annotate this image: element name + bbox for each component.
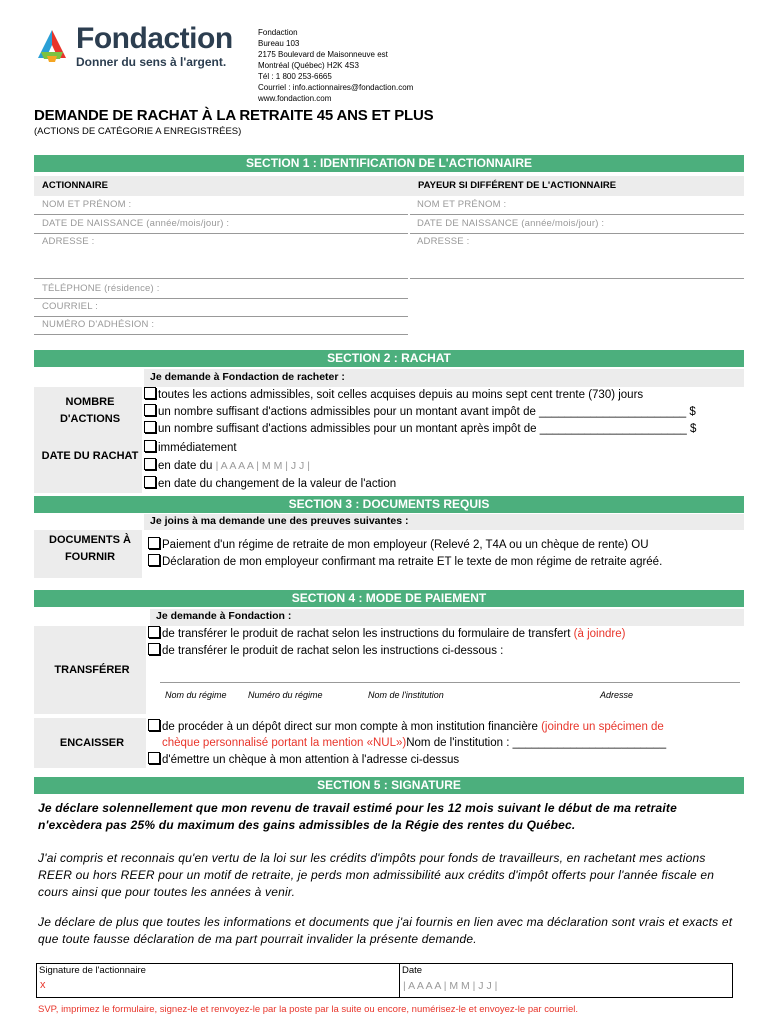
checkbox-on-value-change[interactable]	[144, 476, 156, 488]
option-direct-deposit[interactable]	[148, 719, 664, 736]
address-line: Bureau 103	[258, 39, 300, 48]
checkbox-amount-before-tax[interactable]	[144, 404, 156, 416]
shareholder-birthdate-label: DATE DE NAISSANCE (année/mois/jour) :	[42, 218, 230, 229]
option-pension-payment[interactable]	[148, 537, 649, 554]
payer-name-field[interactable]	[410, 199, 744, 215]
option-amount-after-tax[interactable]	[144, 421, 696, 438]
option-cheque-label: d'émettre un chèque à mon attention à l'adresse ci-dessus	[162, 754, 460, 766]
declaration-tax-credit: J'ai compris et reconnais qu'en vertu de la loi sur les crédits d'impôts pour fonds de travailleurs, en rachetant mes actions REER ou hors REER pour un motif de retraite, je perds mon admissibilité aux crédits d'impôt offerts pour l'année fiscale en cours ainsi que pour toutes les années à venir.	[38, 851, 715, 899]
plan-number-header: Numéro du régime	[248, 690, 323, 700]
address-header: Adresse	[600, 690, 634, 700]
signature-x-mark: x	[40, 979, 46, 991]
page-subtitle: (ACTIONS DE CATÉGORIE A ENREGISTRÉES)	[34, 126, 242, 137]
checkbox-direct-deposit[interactable]	[148, 719, 160, 731]
section1-column-header-strip	[34, 176, 744, 196]
shareholder-address-label: ADRESSE :	[42, 236, 95, 247]
attach-note: (à joindre)	[573, 628, 626, 640]
logo-tagline: Donner du sens à l'argent.	[76, 55, 227, 69]
option-amount-before-tax[interactable]	[144, 404, 696, 421]
section4-intro: Je demande à Fondaction :	[156, 610, 292, 622]
checkbox-on-date[interactable]	[144, 458, 156, 470]
email-label: COURRIEL :	[42, 301, 99, 312]
logo-name: Fondaction	[76, 22, 233, 55]
section2-header: SECTION 2 : RACHAT	[34, 350, 744, 367]
address-line: 2175 Boulevard de Maisonneuve est	[258, 50, 388, 59]
redemption-date-input[interactable]: | A A A A | M M | J J |	[215, 460, 310, 472]
option-immediately-label: immédiatement	[158, 442, 237, 454]
transfer-details-line[interactable]	[160, 664, 740, 683]
institution-name-header: Nom de l'institution	[368, 690, 444, 700]
footer-instructions: SVP, imprimez le formulaire, signez-le et renvoyez-le par la poste par la suite ou encore, numérisez-le et envoyez-le par courriel.	[38, 1004, 578, 1015]
signature-box[interactable]	[36, 963, 400, 998]
shareholder-address-line	[34, 260, 408, 279]
declaration-accuracy: Je déclare de plus que toutes les informations et documents que j'ai fournis en lien avec ma déclaration sont vrais et exacts et que toute fausse déclaration de ma part pourrait invalider la présente demande.	[38, 915, 733, 946]
option-employer-declaration[interactable]	[148, 554, 662, 571]
number-of-shares-label: NOMBRE D'ACTIONS	[59, 396, 121, 425]
cash-label: ENCAISSER	[59, 737, 125, 749]
specimen-note-continued: chèque personnalisé portant la mention «NUL»)	[162, 737, 407, 749]
option-transfer-form-label: de transférer le produit de rachat selon les instructions du formulaire de transfert	[162, 628, 571, 640]
option-amount-after-tax-label: un nombre suffisant d'actions admissibles pour un montant après impôt de _______________________ $	[158, 423, 697, 435]
payer-name-label: NOM ET PRÉNOM :	[417, 199, 507, 210]
date-box[interactable]	[399, 963, 733, 998]
option-transfer-instructions[interactable]	[148, 643, 503, 660]
checkbox-cheque[interactable]	[148, 752, 160, 764]
option-all-shares[interactable]	[144, 387, 643, 404]
option-immediately[interactable]	[144, 440, 237, 457]
section3-intro: Je joins à ma demande une des preuves suivantes :	[150, 515, 409, 527]
institution-name-field[interactable]: Nom de l'institution : ________________________	[406, 737, 667, 749]
shareholder-name-label: NOM ET PRÉNOM :	[42, 199, 132, 210]
transfer-label: TRANSFÉRER	[54, 664, 130, 676]
specimen-note: (joindre un spécimen de	[541, 721, 664, 733]
option-cheque[interactable]	[148, 752, 459, 769]
option-amount-before-tax-label: un nombre suffisant d'actions admissibles pour un montant avant impôt de _______________________ $	[158, 406, 696, 418]
membership-number-label: NUMÉRO D'ADHÉSION :	[42, 319, 155, 330]
address-line: Tél : 1 800 253-6665	[258, 72, 332, 81]
shareholder-birthdate-field[interactable]	[34, 218, 408, 234]
option-on-value-change-label: en date du changement de la valeur de l'action	[158, 478, 397, 490]
option-pension-payment-label: Paiement d'un régime de retraite de mon employeur (Relevé 2, T4A ou un chèque de rente) OU	[162, 539, 649, 551]
signature-label: Signature de l'actionnaire	[39, 965, 146, 976]
section4-header: SECTION 4 : MODE DE PAIEMENT	[34, 590, 744, 607]
option-direct-deposit-label: de procéder à un dépôt direct sur mon compte à mon institution financière	[162, 721, 538, 733]
checkbox-employer-declaration[interactable]	[148, 554, 160, 566]
signature-date-input[interactable]: | A A A A | M M | J J |	[403, 980, 498, 992]
checkbox-all-shares[interactable]	[144, 387, 156, 399]
phone-label: TÉLÉPHONE (résidence) :	[42, 283, 160, 294]
address-line: Courriel : info.actionnaires@fondaction.com	[258, 83, 414, 92]
option-on-value-change[interactable]	[144, 476, 396, 493]
checkbox-amount-after-tax[interactable]	[144, 421, 156, 433]
section1-header: SECTION 1 : IDENTIFICATION DE L'ACTIONNAIRE	[34, 155, 744, 172]
checkbox-immediately[interactable]	[144, 440, 156, 452]
option-all-shares-label: toutes les actions admissibles, soit celles acquises depuis au moins sept cent trente (730) jours	[158, 389, 644, 401]
page-title: DEMANDE DE RACHAT À LA RETRAITE 45 ANS ET PLUS	[34, 107, 434, 124]
documents-to-provide-label: DOCUMENTS À FOURNIR	[49, 534, 131, 563]
payer-address-line	[410, 260, 744, 279]
checkbox-transfer-form[interactable]	[148, 626, 160, 638]
email-field[interactable]	[34, 301, 408, 317]
checkbox-pension-payment[interactable]	[148, 537, 160, 549]
option-transfer-form[interactable]	[148, 626, 625, 643]
section3-header: SECTION 3 : DOCUMENTS REQUIS	[34, 496, 744, 513]
plan-name-header: Nom du régime	[165, 690, 227, 700]
checkbox-transfer-instructions[interactable]	[148, 643, 160, 655]
shareholder-column-header: ACTIONNAIRE	[42, 180, 108, 191]
direct-deposit-continued	[162, 735, 666, 752]
payer-column-header: PAYEUR SI DIFFÉRENT DE L'ACTIONNAIRE	[418, 180, 617, 191]
phone-field[interactable]	[34, 283, 408, 299]
section5-header: SECTION 5 : SIGNATURE	[34, 777, 744, 794]
payer-address-label: ADRESSE :	[417, 236, 470, 247]
payer-birthdate-label: DATE DE NAISSANCE (année/mois/jour) :	[417, 218, 605, 229]
fondaction-logo-icon	[32, 26, 72, 66]
address-line: Montréal (Québec) H2K 4S3	[258, 61, 359, 70]
shareholder-name-field[interactable]	[34, 199, 408, 215]
address-block	[258, 27, 413, 104]
address-line: Fondaction	[258, 28, 298, 37]
date-label: Date	[402, 965, 423, 976]
section2-intro: Je demande à Fondaction de racheter :	[150, 371, 345, 383]
option-on-date[interactable]	[144, 458, 310, 475]
address-line: www.fondaction.com	[258, 94, 332, 103]
option-on-date-label: en date du	[158, 460, 213, 472]
payer-birthdate-field[interactable]	[410, 218, 744, 234]
redemption-date-label: DATE DU RACHAT	[41, 450, 139, 462]
membership-number-field[interactable]	[34, 319, 408, 335]
option-transfer-instructions-label: de transférer le produit de rachat selon les instructions ci-dessous :	[162, 645, 504, 657]
option-employer-declaration-label: Déclaration de mon employeur confirmant ma retraite ET le texte de mon régime de retraite agréé.	[162, 556, 663, 568]
declaration-income: Je déclare solennellement que mon revenu de travail estimé pour les 12 mois suivant le début de ma retraite n'excèdera pas 25% du maximum des gains admissibles de la Régie des rentes du Québec.	[38, 801, 677, 832]
